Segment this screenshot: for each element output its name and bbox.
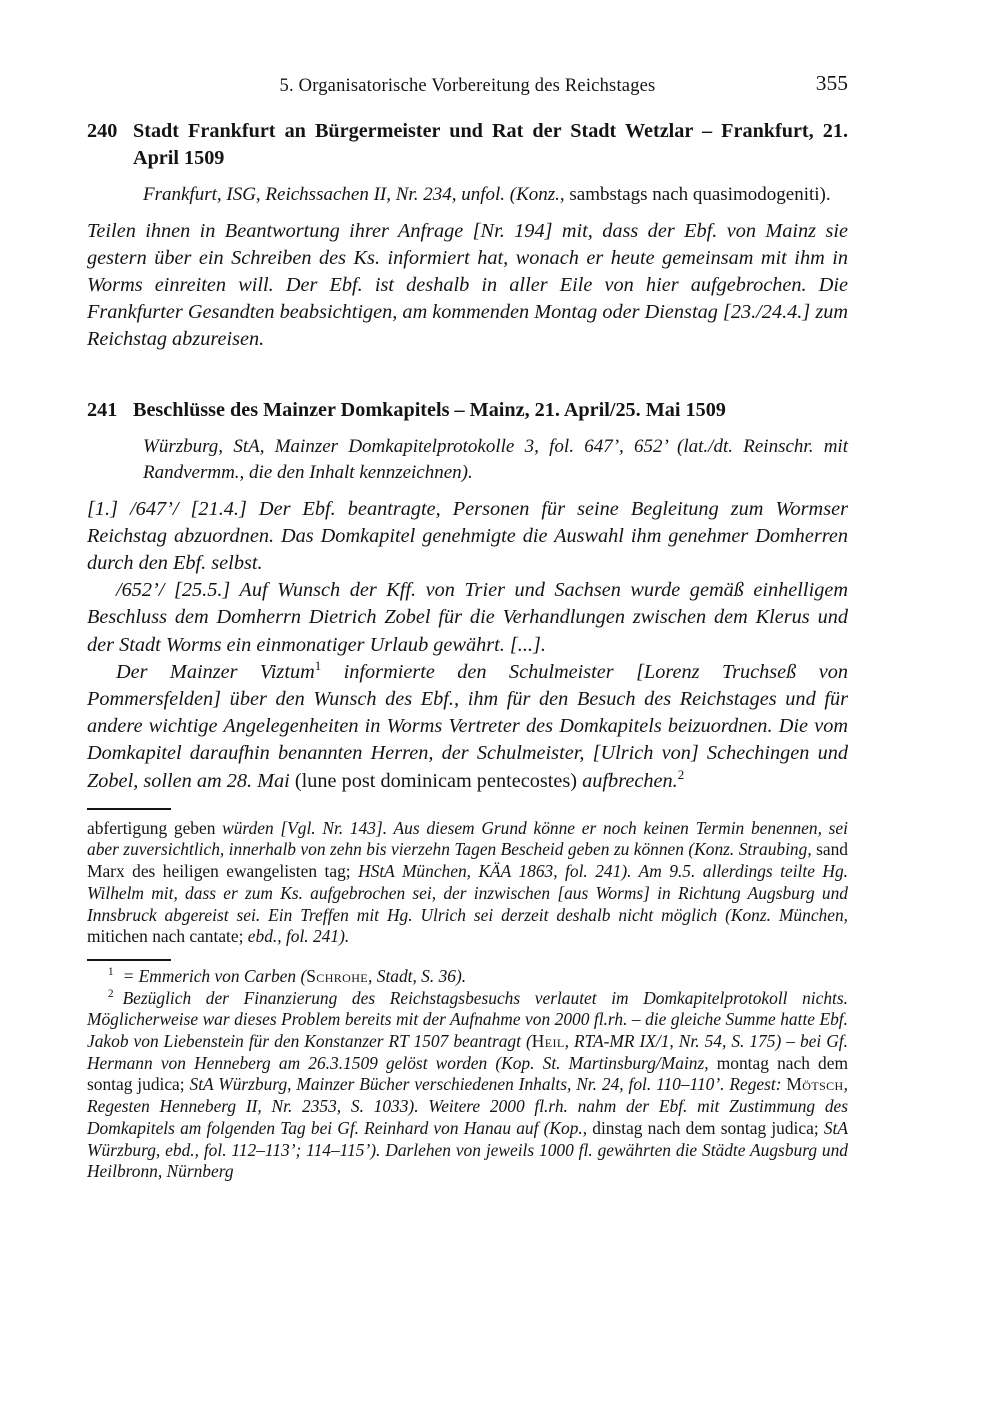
regest-paragraph: Der Mainzer Viztum$^1$ informierte den Schulmeister [Lorenz Truchseß von Pommersfelden] über den Wunsch des Ebf., ihm für den Besuch des Reichstages und für andere wichtige Angelegenheiten in Worms Vertreter des Domkapitels beizuordnen. Die vom Domkapitel daraufhin benannten Herren, der Schulmeister, [Ulrich von] Schechingen und Zobel, sollen am 28. Mai (lune post dominicam pentecostes) aufbrechen.$^2$ xyxy=(87,657,848,792)
regest-text xyxy=(87,218,848,354)
footnote-marker: 2 xyxy=(108,987,114,1000)
regest-text xyxy=(87,496,848,795)
running-header xyxy=(87,71,848,102)
footnote-1 xyxy=(87,966,848,988)
footnote-marker: 1 xyxy=(108,966,114,979)
entry-title: Beschlüsse des Mainzer Domkapitels – Mainz, 21. April/25. Mai 1509 xyxy=(133,398,726,421)
entry-number: 241 xyxy=(87,398,118,421)
footnote-text: Bezüglich der Finanzierung des Reichstagsbesuchs verlautet im Domkapitelprotokoll nichts. Möglicherweise war dieses Problem bereits mit der Aufnahme von 2000 fl.rh. – die gleiche Summe hatte Ebf. Jakob von Liebenstein für den Konstanzer RT 1507 beantragt (Heil, RTA-MR IX/1, Nr. 54, S. 175) – bei Gf. Hermann von Henneberg am 26.3.1509 gelöst worden (Kop. St. Martinsburg/Mainz, montag nach dem sontag judica; StA Würzburg, Mainzer Bücher verschiedenen Inhalts, Nr. 24, fol. 110–110’. Regest: Mötsch, Regesten Henneberg II, Nr. 2353, S. 1033). Weitere 2000 fl.rh. nahm der Ebf. mit Zustimmung des Domkapitels am folgenden Tag bei Gf. Reinhard von Hanau auf (Kop., dinstag nach dem sontag judica; StA Würzburg, ebd., fol. 112–113’; 114–115’). Darlehen von jeweils 1000 fl. gewährten die Städte Augsburg und Heilbronn, Nürnberg xyxy=(87,987,848,1182)
entry-240-heading xyxy=(87,118,848,172)
footnote-2 xyxy=(87,988,848,1183)
archival-source-note: Frankfurt, ISG, Reichssachen II, Nr. 234, unfol. (Konz., sambstags nach quasimodogeniti). xyxy=(143,184,831,205)
entry-240 xyxy=(87,118,848,354)
footnote-continuation: abfertigung geben würden [Vgl. Nr. 143]. Aus diesem Grund könne er noch keinen Termin benennen, sei aber zuversichtlich, innerhalb von zehn bis vierzehn Tagen Bescheid geben zu können (Konz. Straubing, sand Marx des heiligen ewangelisten tag; HStA München, KÄA 1863, fol. 241). Am 9.5. allerdings teilte Hg. Wilhelm mit, dass er zum Ks. aufgebrochen sei, der inzwischen [aus Worms] in Richtung Augsburg und Innsbruck abgereist sei. Ein Treffen mit Hg. Ulrich sei derzeit deshalb nicht möglich (Konz. München, mitichen nach cantate; ebd., fol. 241). xyxy=(87,817,848,947)
entry-241-heading xyxy=(87,397,848,424)
regest-paragraph: Teilen ihnen in Beantwortung ihrer Anfrage [Nr. 194] mit, dass der Ebf. von Mainz sie gestern über ein Schreiben des Ks. informiert hat, wonach er heute gemeinsam mit ihm in Worms einreiten will. Der Ebf. ist deshalb in aller Eile von hier aufgebrochen. Die Frankfurter Gesandten beabsichtigen, am kommenden Montag oder Dienstag [23./24.4.] zum Reichstag abzureisen. xyxy=(87,219,849,351)
section-title: 5. Organisatorische Vorbereitung des Reichstages xyxy=(279,76,656,96)
regest-paragraph: /652’/ [25.5.] Auf Wunsch der Kff. von Trier und Sachsen wurde gemäß einhelligem Beschluss dem Domherrn Dietrich Zobel für die Verhandlungen zwischen dem Klerus und der Stadt Worms ein einmonatiger Urlaub gewährt. [...]. xyxy=(87,579,848,656)
footnote-text: = Emmerich von Carben (Schrohe, Stadt, S. 36). xyxy=(122,965,467,986)
entry-title: Stadt Frankfurt an Bürgermeister und Rat der Stadt Wetzlar – Frankfurt, 21. April 1509 xyxy=(133,120,848,169)
footnote-separator-rule xyxy=(87,959,171,961)
page-number: 355 xyxy=(815,71,848,95)
archival-source-note: Würzburg, StA, Mainzer Domkapitelprotokolle 3, fol. 647’, 652’ (lat./dt. Reinschr. mit Randvermm., die den Inhalt kennzeichnen). xyxy=(143,435,848,484)
entry-number: 240 xyxy=(87,120,118,142)
footnote-continuation-block xyxy=(87,818,848,948)
footnotes-block xyxy=(87,966,848,1183)
footnote-separator-rule xyxy=(87,808,171,810)
regest-paragraph: [1.] /647’/ [21.4.] Der Ebf. beantragte, Personen für seine Begleitung zum Wormser Reichstag abzuordnen. Das Domkapitel genehmigte die Auswahl ihm genehmer Domherren durch den Ebf. selbst. xyxy=(87,497,848,574)
entry-241 xyxy=(87,397,848,795)
